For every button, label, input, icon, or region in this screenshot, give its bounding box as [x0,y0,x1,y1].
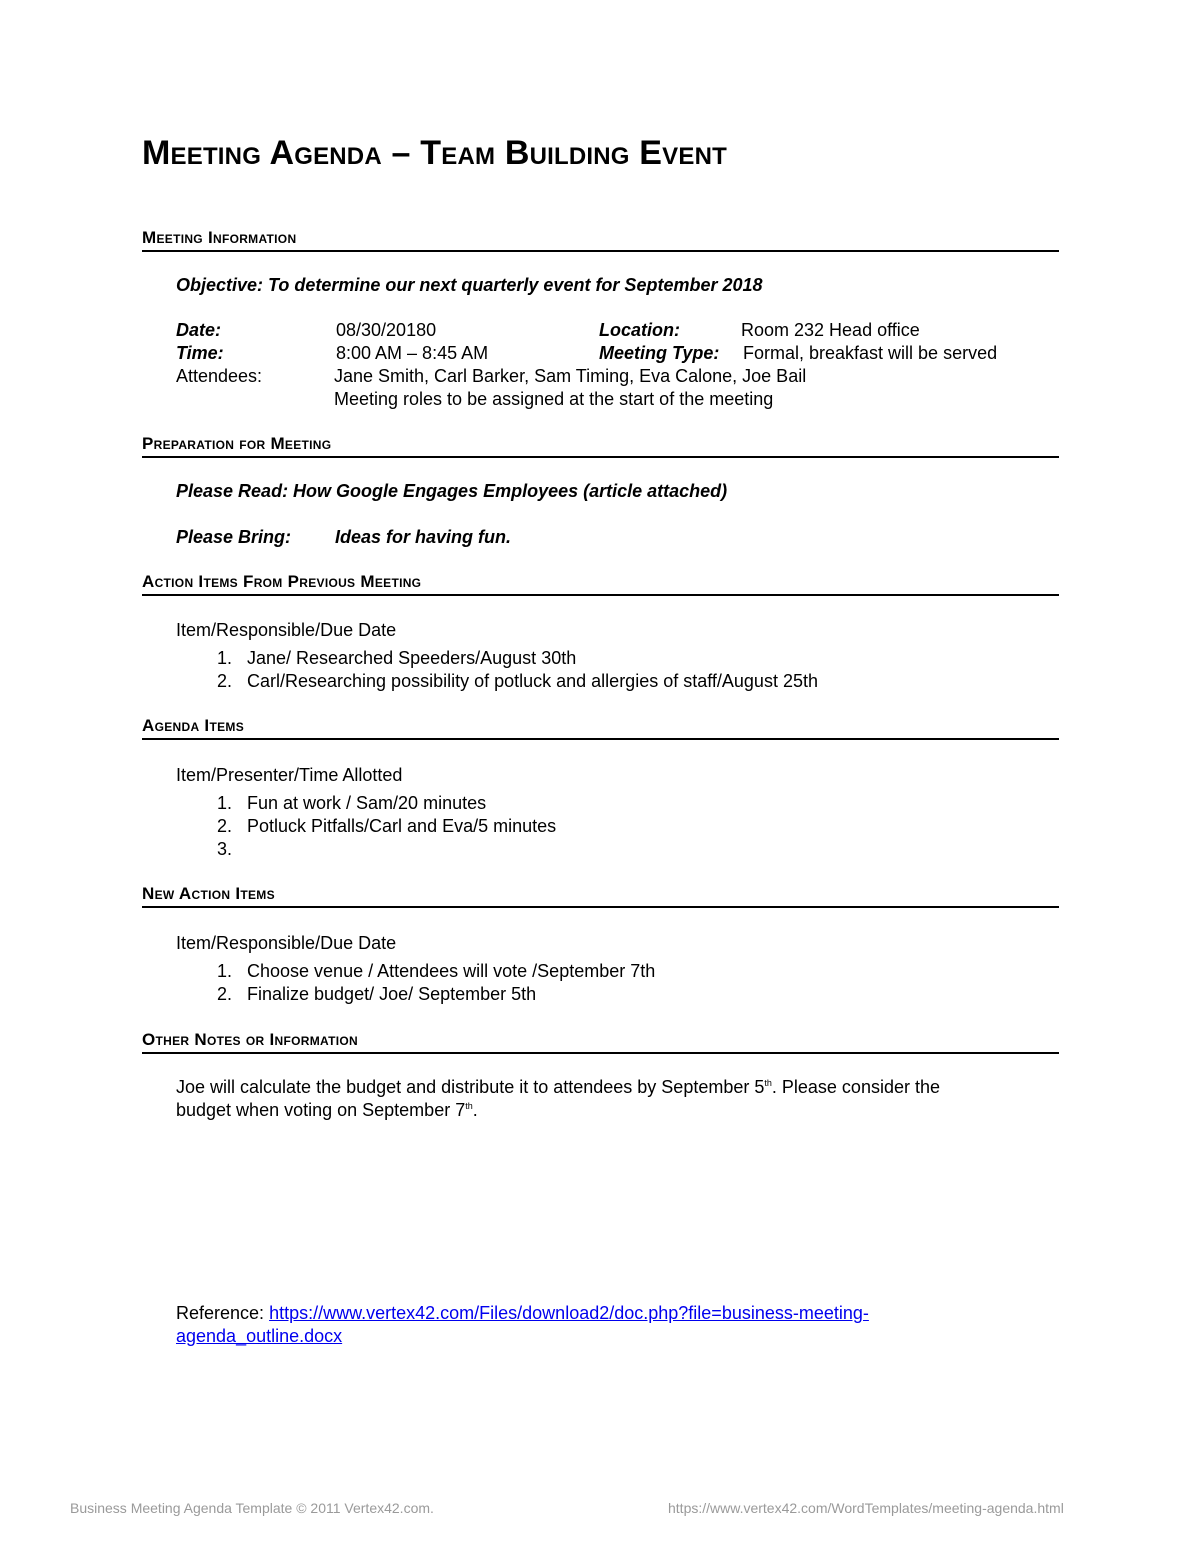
objective: Objective: To determine our next quarterly event for September 2018 [176,275,763,295]
list-number: 2. [216,671,232,691]
list-item: Potluck Pitfalls/Carl and Eva/5 minutes [247,816,557,836]
list-item: Finalize budget/ Joe/ September 5th [247,984,537,1004]
reference-link[interactable]: https://www.vertex42.com/Files/download2/doc.php?file=business-meeting- [269,1303,869,1323]
list-number: 1. [216,648,232,668]
list-number: 1. [216,793,232,813]
notes-text: . [472,1100,478,1120]
previous-actions-header: Item/Responsible/Due Date [176,620,397,640]
date-label: Date: [176,320,222,340]
attendees-value: Jane Smith, Carl Barker, Sam Timing, Eva Calone, Joe Bail [334,366,807,386]
ordinal-suffix: th [465,1101,473,1111]
date-value: 08/30/20180 [336,320,437,340]
list-number: 2. [216,984,232,1004]
list-item: Jane/ Researched Speeders/August 30th [247,648,577,668]
reference-line-2 [176,1326,342,1347]
notes-line-2 [176,1100,478,1121]
agenda-header: Item/Presenter/Time Allotted [176,765,403,785]
time-value: 8:00 AM – 8:45 AM [336,343,489,363]
section-other-notes: Other Notes or Information [142,1030,1059,1054]
notes-text: Joe will calculate the budget and distribute it to attendees by September 5 [176,1077,765,1097]
section-meeting-information: Meeting Information [142,228,1059,252]
list-number: 3. [216,839,232,859]
notes-line-1 [176,1077,940,1098]
list-number: 1. [216,961,232,981]
location-label: Location: [599,320,680,340]
new-actions-header: Item/Responsible/Due Date [176,933,397,953]
page-title: Meeting Agenda – Team Building Event [142,134,727,172]
please-bring-value: Ideas for having fun. [335,527,512,547]
reference-link-continued[interactable]: agenda_outline.docx [176,1326,343,1346]
reference-label: Reference: [176,1303,265,1323]
please-read: Please Read: How Google Engages Employees (article attached) [176,481,728,501]
attendees-label: Attendees: [176,366,263,386]
footer-copyright: Business Meeting Agenda Template © 2011 Vertex42.com. [70,1500,434,1516]
time-label: Time: [176,343,224,363]
please-bring-label: Please Bring: [176,527,292,547]
footer-url: https://www.vertex42.com/WordTemplates/meeting-agenda.html [668,1500,1064,1516]
list-number: 2. [216,816,232,836]
list-item: Choose venue / Attendees will vote /September 7th [247,961,656,981]
location-value: Room 232 Head office [741,320,920,340]
meeting-type-value: Formal, breakfast will be served [743,343,998,363]
reference-line [176,1303,869,1324]
ordinal-suffix: th [764,1078,772,1088]
list-item: Fun at work / Sam/20 minutes [247,793,487,813]
section-preparation: Preparation for Meeting [142,434,1059,458]
section-previous-action-items: Action Items From Previous Meeting [142,572,1059,596]
notes-text: . Please consider the [771,1077,940,1097]
list-item: Carl/Researching possibility of potluck and allergies of staff/August 25th [247,671,818,691]
section-new-action-items: New Action Items [142,884,1059,908]
meeting-type-label: Meeting Type: [599,343,720,363]
notes-text: budget when voting on September 7 [176,1100,466,1120]
roles-note: Meeting roles to be assigned at the start of the meeting [334,389,774,409]
section-agenda-items: Agenda Items [142,716,1059,740]
